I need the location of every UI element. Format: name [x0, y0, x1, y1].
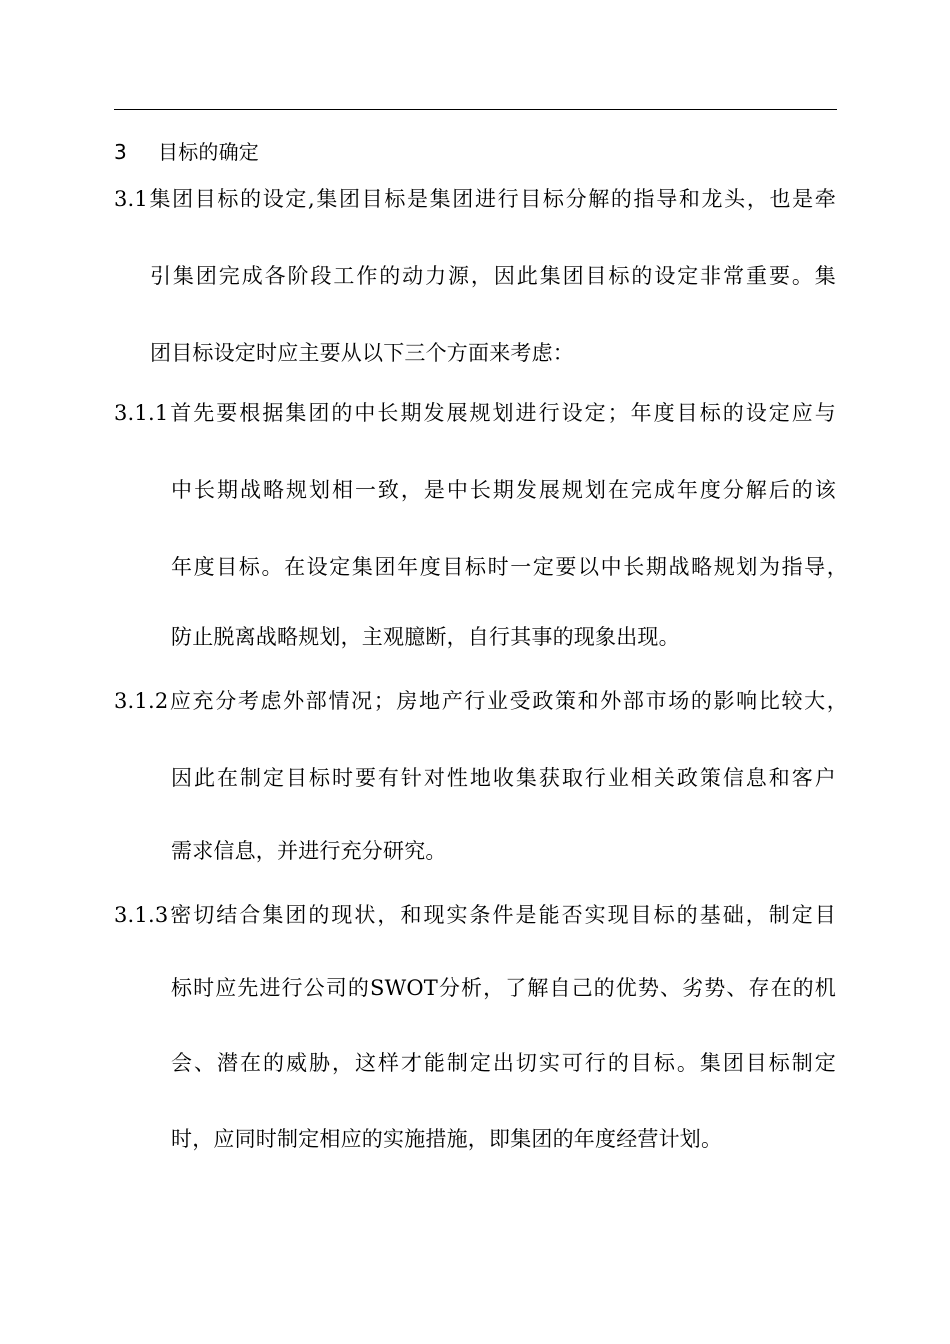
paragraph-3-1-3-line-1: 3.1.3密切结合集团的现状，和现实条件是能否实现目标的基础，制定目 [114, 903, 836, 927]
section-number: 3 [114, 140, 127, 164]
paragraph-3-1-3-line-4: 时，应同时制定相应的实施措施，即集团的年度经营计划。 [171, 1127, 723, 1151]
section-heading [114, 139, 259, 165]
paragraph-3-1-2-line-3: 需求信息，并进行充分研究。 [171, 839, 447, 863]
paragraph-3-1-line-3: 团目标设定时应主要从以下三个方面来考虑： [150, 341, 574, 365]
paragraph-3-1-1-line-1: 3.1.1首先要根据集团的中长期发展规划进行设定；年度目标的设定应与 [114, 401, 836, 425]
header-rule [114, 109, 837, 110]
paragraph-3-1-1-line-2: 中长期战略规划相一致，是中长期发展规划在完成年度分解后的该 [171, 478, 836, 502]
paragraph-3-1-2-line-1: 3.1.2应充分考虑外部情况；房地产行业受政策和外部市场的影响比较大， [114, 689, 848, 713]
section-title: 目标的确定 [158, 140, 259, 164]
paragraph-3-1-line-2: 引集团完成各阶段工作的动力源，因此集团目标的设定非常重要。集 [150, 264, 836, 288]
paragraph-3-1-2-line-2: 因此在制定目标时要有针对性地收集获取行业相关政策信息和客户 [171, 766, 836, 790]
paragraph-3-1-1-line-4: 防止脱离战略规划，主观臆断，自行其事的现象出现。 [171, 625, 680, 649]
paragraph-3-1-3-line-2: 标时应先进行公司的SWOT分析，了解自己的优势、劣势、存在的机 [171, 976, 836, 1000]
paragraph-3-1-line-1: 3.1集团目标的设定,集团目标是集团进行目标分解的指导和龙头，也是牵 [114, 187, 836, 211]
paragraph-3-1-3-line-3: 会、潜在的威胁，这样才能制定出切实可行的目标。集团目标制定 [171, 1051, 836, 1075]
paragraph-3-1-1-line-3: 年度目标。在设定集团年度目标时一定要以中长期战略规划为指导， [171, 555, 848, 579]
